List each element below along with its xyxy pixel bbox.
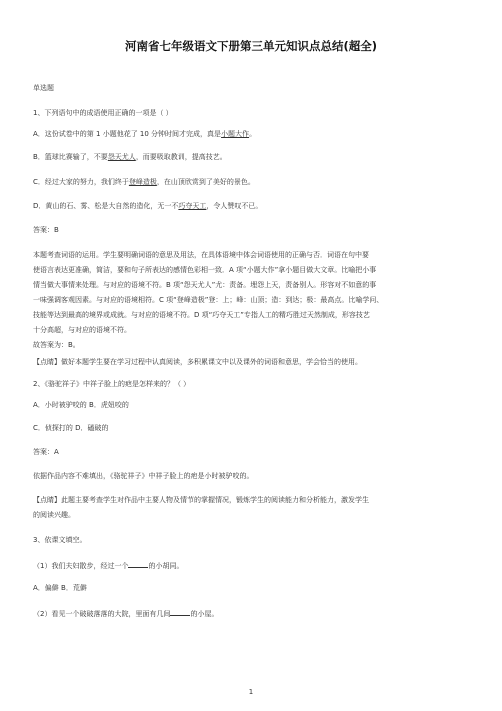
q2-stem: 2、《骆驼祥子》中祥子脸上的疤是怎样来的？（ ） xyxy=(33,380,191,388)
q1-explanation-line: 使语言表达更准确，简洁，要和句子所表达的感情色彩相一致．A 项“小题大作”拿小题目做大文章。比喻把小事 xyxy=(33,266,377,274)
page-number: 1 xyxy=(248,688,254,696)
q3-sentence-1-options: A．偏僻 B．荒僻 xyxy=(33,584,87,592)
q2-answer: 答案：A xyxy=(33,448,59,456)
q1-explanation-line: 故答案为：B。 xyxy=(33,341,80,349)
q1-explanation-line: 情当做大事情来处理。与对应的语境不符。B 项“怨天尤人”尤：责备。埋怨上天，责备别人。形容对不如意的事 xyxy=(33,281,377,289)
q2-tip-line: 的阅读兴趣。 xyxy=(33,511,75,519)
q1-option-a: A．这份试卷中的第 1 小题他花了 10 分钟时间才完成，真是小题大作。 xyxy=(33,130,257,138)
q1-option-d: D．黄山的石、雾、松是大自然的造化，无一不巧夺天工，令人赞叹不已。 xyxy=(33,202,263,210)
q3-sentence-2: （2）看见一个破破落落的大院，里面有几间 的小屋。 xyxy=(33,610,219,618)
fill-blank xyxy=(170,608,190,616)
fill-blank xyxy=(128,560,148,568)
q2-tip-line: 【点睛】此题主要考查学生对作品中主要人物及情节的掌握情况，锻炼学生的阅读能力和分析能力，激发学生 xyxy=(33,496,369,504)
q1-tip: 【点睛】做好本题学生要在学习过程中认真阅读，多积累课文中以及课外的词语和意思，学会恰当的使用。 xyxy=(33,358,362,366)
document-title: 河南省七年级语文下册第三单元知识点总结(超全) xyxy=(124,39,377,53)
section-heading: 单选题 xyxy=(33,84,54,92)
q1-option-b: B．篮球比赛输了，不要怨天尤人，而要吸取教训，提高技艺。 xyxy=(33,153,227,161)
q1-option-c: C．经过大家的努力，我们终于登峰造极，在山顶欣赏到了美好的景色。 xyxy=(33,178,255,186)
q2-options-ab: A．小时被驴咬的 B．虎妞咬的 xyxy=(33,401,129,409)
q1-answer: 答案：B xyxy=(33,226,59,234)
q2-options-cd: C．侦探打的 D．磕破的 xyxy=(33,424,109,432)
q1-explanation-line: 技能等达到最高的境界或成就。与对应的语境不符。D 项“巧夺天工”专指人工的精巧胜过天然制成，形容技艺 xyxy=(33,311,370,319)
q3-sentence-1: （1）我们夫妇散步，经过一个 的小胡同。 xyxy=(33,562,184,570)
q2-explanation: 依据作品内容不难填出，《骆驼祥子》中祥子脸上的疤是小时被驴咬的。 xyxy=(33,472,254,480)
q3-stem: 3、依课文填空。 xyxy=(33,536,87,544)
q1-stem: 1、下列语句中的成语使用正确的一项是（ ） xyxy=(33,109,173,117)
q1-explanation-line: 十分高超，与对应的语境不符。 xyxy=(33,326,131,334)
q1-explanation-line: 本题考查词语的运用。学生要明确词语的意思及用法，在具体语境中体会词语使用的正确与否．词语在句中要 xyxy=(33,251,369,259)
q1-explanation-line: 一味强调客观因素。与对应的语境相符。C 项“登峰造极”登：上；峰：山顶；造：到达；极：最高点。比喻学问、 xyxy=(33,296,384,304)
